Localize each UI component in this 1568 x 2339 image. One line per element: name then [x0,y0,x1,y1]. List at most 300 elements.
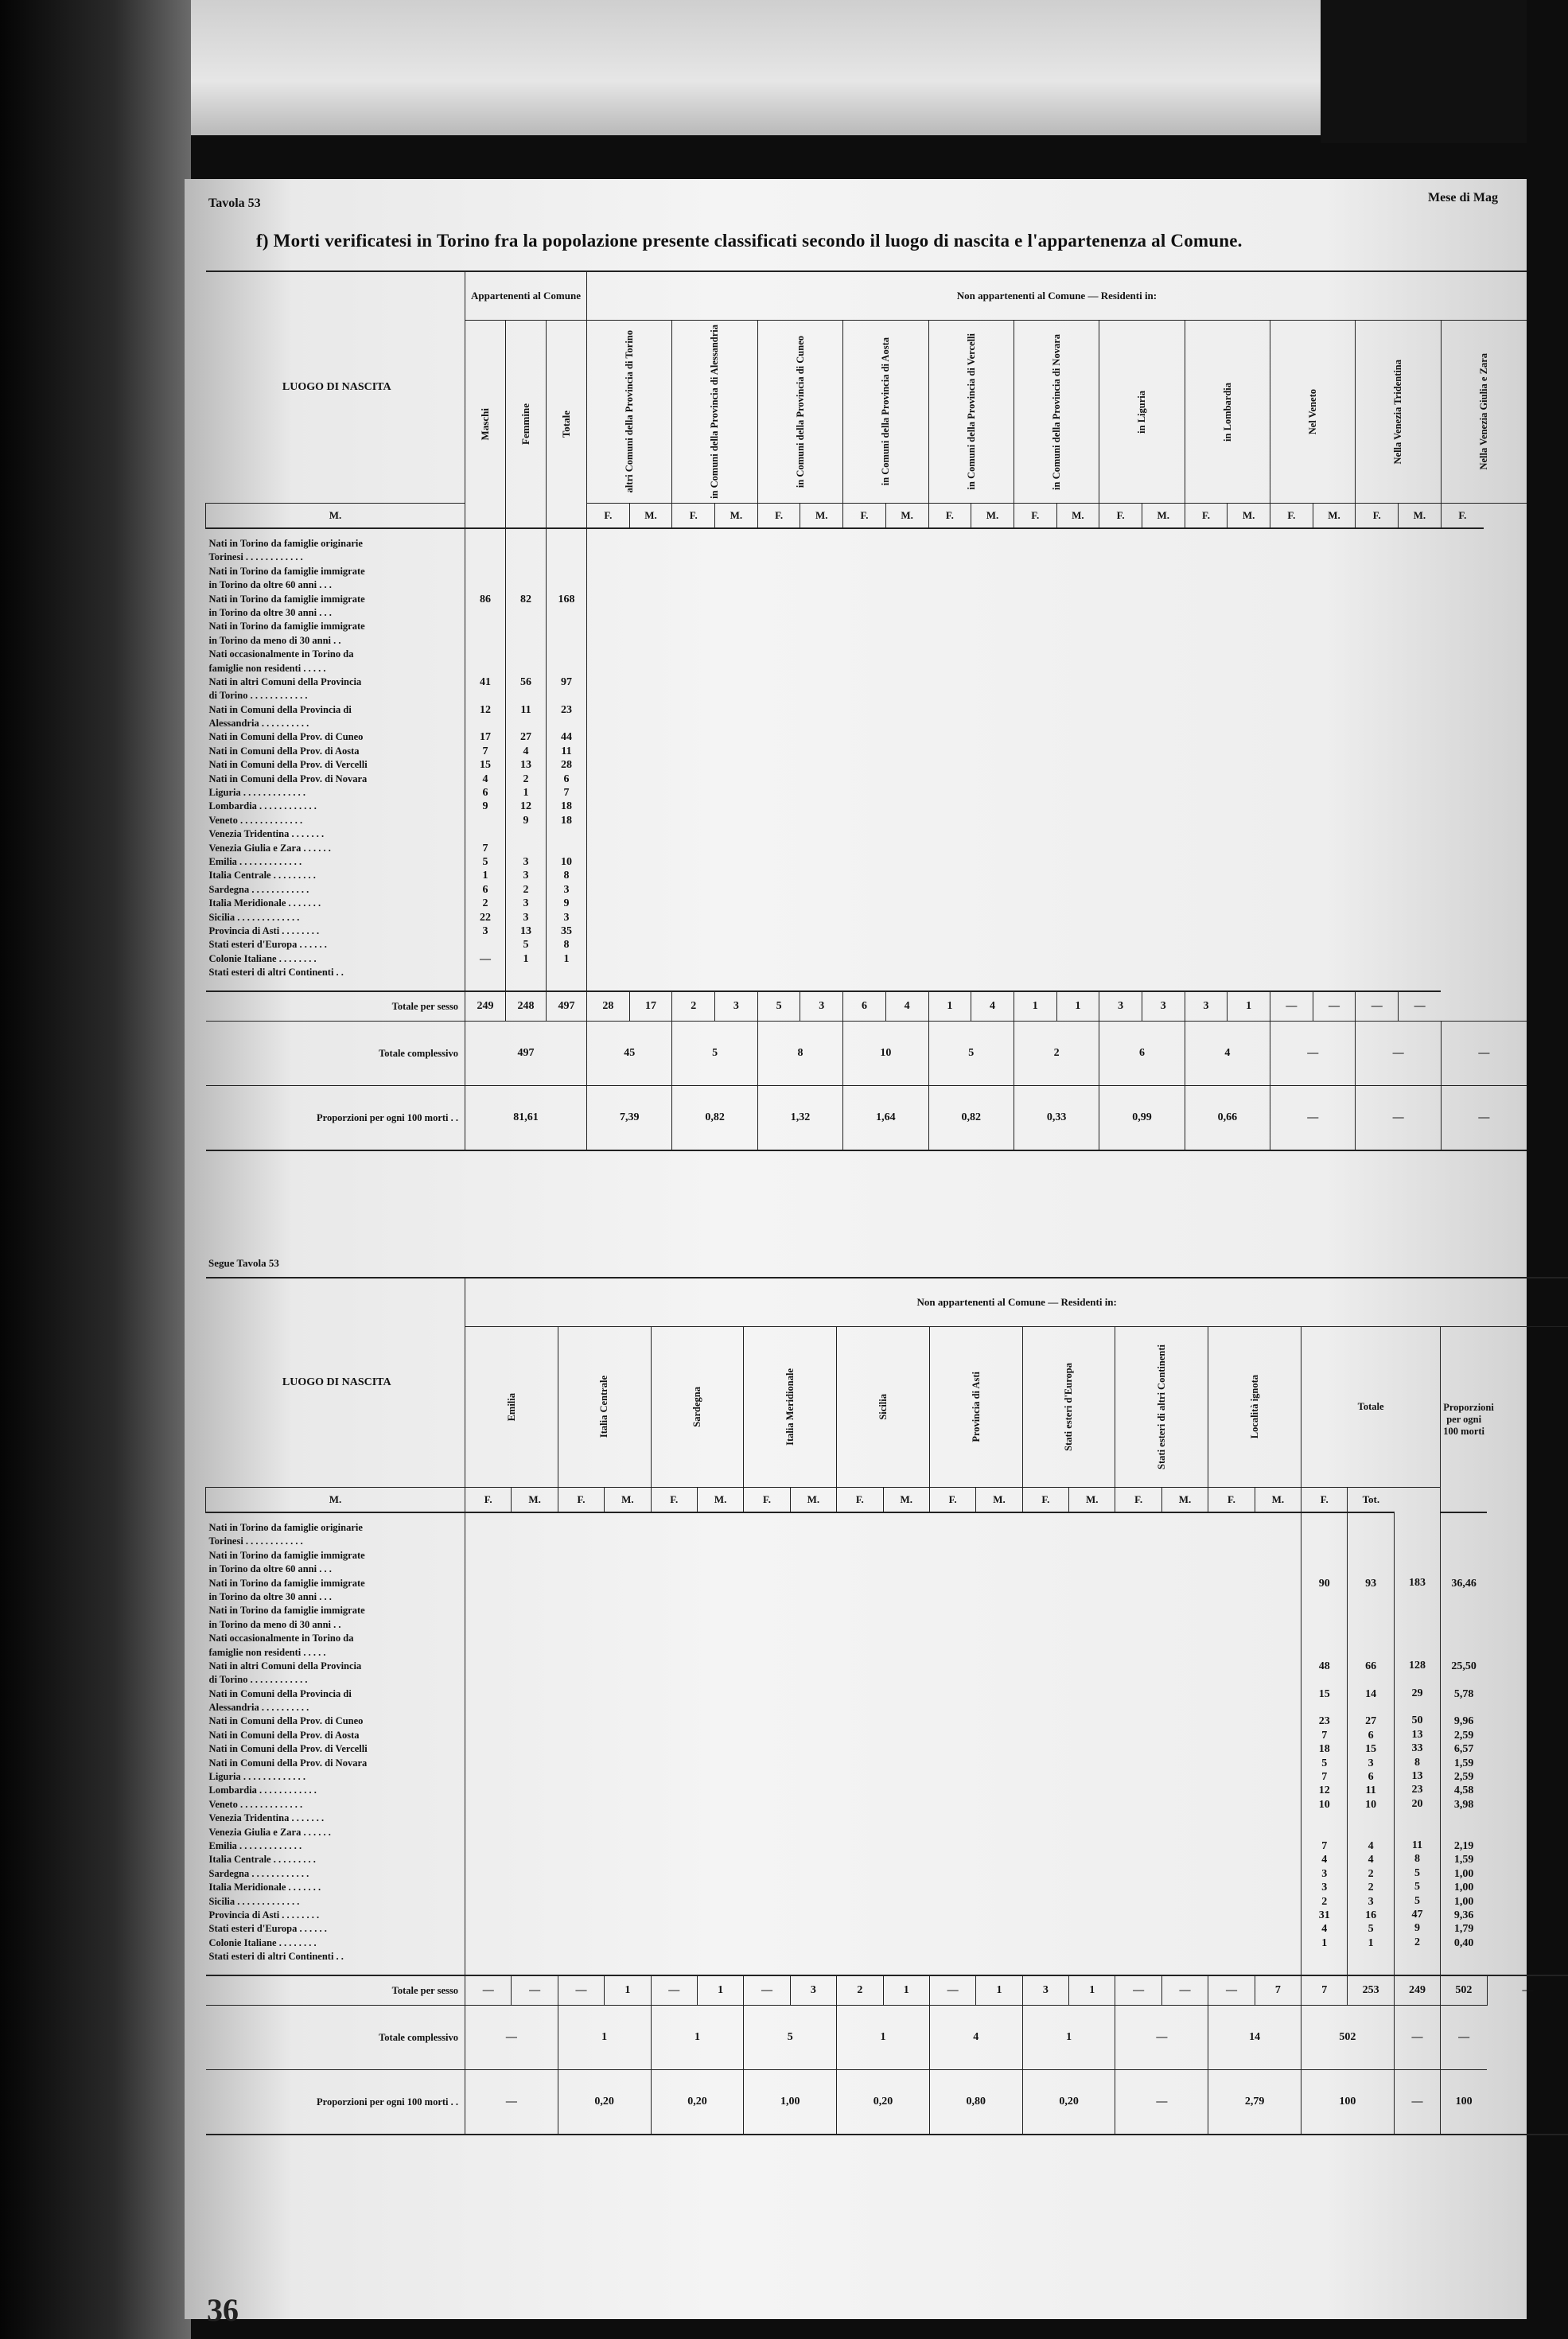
column-header: Sardegna [691,1387,703,1427]
summary-cell: 100 [1301,2070,1395,2135]
summary-cell: 81,61 [465,1086,587,1151]
value-cell: 47 [1411,1908,1423,1921]
value-cell [1441,1673,1487,1687]
total-cell: 1 [1069,1975,1115,2006]
total-cell: 1 [605,1975,651,2006]
value-cell [547,537,586,551]
value-cell: 11 [1411,1839,1423,1851]
value-cell: 4 [1368,1854,1374,1866]
value-cell: 1,00 [1453,1882,1474,1894]
table-number: Tavola 53 [208,197,261,210]
sex-subheader: M. [715,504,758,529]
total-cell: 3 [1022,1975,1068,2006]
sex-subheader: M. [206,504,465,529]
summary-cell: 1,32 [757,1086,842,1151]
value-cell: 2,59 [1453,1771,1474,1784]
month-label: Mese di Mag [1428,191,1498,204]
total-cell: — [929,1975,975,2006]
row-label: Venezia Tridentina . . . . . . . [208,1812,325,1824]
sex-subheader: M. [790,1488,836,1513]
row-label: Italia Meridionale . . . . . . . [208,1882,321,1893]
value-cell: 9,36 [1453,1909,1474,1921]
value-cell [1395,1617,1440,1631]
summary-cell: 6 [1099,1022,1185,1086]
value-cell: 2 [523,773,529,785]
value-cell: 1,59 [1453,1854,1474,1866]
value-cell: 6 [482,787,488,800]
value-cell: 8 [563,939,570,952]
label-column-title-2: LUOGO DI NASCITA [282,1376,391,1388]
value-cell [547,606,586,620]
value-cell: 3 [523,855,529,868]
sex-subheader: M. [885,504,928,529]
summary-cell: — [1270,1022,1356,1086]
value-cell: 22 [480,911,491,924]
row-label: Venezia Tridentina . . . . . . . [208,828,325,840]
row-label: Provincia di Asti . . . . . . . . [208,924,320,936]
value-cell [465,814,505,827]
value-cell [1395,1562,1440,1575]
value-cell: 1 [1368,1936,1374,1949]
value-cell: 3 [523,870,529,882]
total-tot-values [1394,1512,1440,1975]
value-cell: 8 [563,870,570,882]
summary-cell: 0,82 [672,1086,757,1151]
column-header: Provincia di Asti [970,1372,982,1442]
value-cell: 36,46 [1451,1577,1477,1590]
value-cell: 23 [1411,1784,1423,1796]
total-cell: — [1115,1975,1161,2006]
row-label: Emilia . . . . . . . . . . . . . [208,1839,302,1851]
value-cell [465,827,505,841]
total-cell: — [744,1975,790,2006]
total-cell: 1 [697,1975,743,2006]
summary-cell: 0,20 [651,2070,744,2135]
value-cell: 11 [561,745,572,757]
value-cell [506,827,546,841]
value-cell [1395,1949,1440,1963]
value-cell: 1 [1321,1936,1328,1949]
sex-subheader: F. [558,1488,604,1513]
value-cell: 183 [1409,1576,1426,1589]
value-cell [506,842,546,855]
value-cell: 7 [482,842,488,854]
total-cell: — [1313,991,1356,1022]
column-header: Proporzioni per ogni 100 morti [1443,1401,1494,1437]
value-cell [547,662,586,675]
row-label: Italia Meridionale . . . . . . . [208,897,321,909]
value-cell: 23 [1318,1715,1330,1728]
sex-subheader: F. [744,1488,790,1513]
total-cell: 28 [587,991,630,1022]
value-cell: 2,19 [1453,1839,1474,1852]
value-cell [465,648,505,661]
total-cell: 6 [843,991,886,1022]
value-cell [1395,1825,1440,1839]
value-cell: 44 [561,731,572,744]
value-cell: 93 [1365,1577,1377,1590]
value-cell: 7 [1321,1839,1328,1852]
column-header: Stati esteri di altri Continenti [1156,1345,1168,1469]
row-label: Lombardia . . . . . . . . . . . . [208,800,317,812]
summary-cell: 14 [1208,2006,1301,2070]
value-cell [1348,1563,1393,1576]
summary-cell: 1 [558,2006,651,2070]
value-cell: 23 [561,703,572,716]
value-cell: 0,40 [1453,1936,1474,1949]
value-cell: 2,59 [1453,1729,1474,1742]
row-label: Liguria . . . . . . . . . . . . . [208,787,306,799]
value-cell [1441,1632,1487,1645]
row-label: Nati in Torino da famiglie originarie [208,1522,363,1533]
value-cell: 50 [1411,1714,1423,1727]
value-cell [1395,1520,1440,1534]
value-cell: 12 [480,703,491,716]
total-cell: — [1356,991,1399,1022]
value-cell: 10 [1318,1798,1330,1811]
row-label: Stati esteri di altri Continenti . . [208,967,344,979]
sex-subheader: F. [929,1488,975,1513]
summary-cell: 0,33 [1014,1086,1099,1151]
summary-cell: 0,20 [837,2070,930,2135]
value-cell [547,634,586,648]
value-cell: 1,59 [1453,1757,1474,1769]
value-cell: 33 [1411,1742,1423,1755]
value-cell [465,966,505,979]
value-cell [465,606,505,620]
total-cell: 4 [971,991,1014,1022]
summary-cell: — [465,2006,558,2070]
value-cell [547,551,586,564]
row-label: Nati in Torino da famiglie immigrate [208,621,365,632]
row-label: Sardegna . . . . . . . . . . . . [208,883,309,895]
page-number: 36 [207,2292,239,2328]
row-label: Nati in Comuni della Provincia di [208,1687,352,1699]
total-cell: 3 [1142,991,1185,1022]
value-cell: 5 [1414,1866,1420,1879]
sex-subheader: M. [971,504,1014,529]
value-cell: 18 [1318,1743,1330,1756]
total-cell: 497 [547,991,587,1022]
value-cell [1441,1590,1487,1604]
value-cell [506,689,546,702]
total-cell: 3 [715,991,758,1022]
value-cell: 5 [1414,1881,1420,1893]
value-cell [547,565,586,578]
value-cell: 35 [561,924,572,937]
value-cell: 12 [1318,1784,1330,1797]
value-cell: 4 [1368,1839,1374,1852]
value-cell: 2 [1321,1895,1328,1908]
value-cell: 13 [520,924,531,937]
sex-subheader: M. [629,504,672,529]
section-2-header: Segue Tavola 53 [208,1257,279,1269]
total-cell: 1 [1014,991,1056,1022]
sex-subheader: F. [843,504,886,529]
value-cell [1301,1618,1347,1632]
total-cell: 17 [629,991,672,1022]
row-label: Stati esteri d'Europa . . . . . . [208,1923,327,1935]
row-label: Nati in Comuni della Prov. di Aosta [208,745,360,757]
sex-subheader: F. [465,1488,512,1513]
value-cell: 17 [480,731,491,744]
summary-cell: 0,82 [928,1086,1014,1151]
summary-cell: — [1356,1086,1441,1151]
value-cell: 6 [1368,1729,1374,1742]
value-cell: 12 [520,800,531,813]
total-cell: 2 [837,1975,883,2006]
app-column-header: Maschi [478,407,491,441]
value-cell [1441,1950,1487,1963]
value-cell: 11 [520,703,531,716]
value-cell [1301,1521,1347,1535]
sex-subheader: F. [672,504,715,529]
value-cell: 9 [563,897,570,910]
sex-subheader: M. [1161,1488,1208,1513]
value-cell [1441,1604,1487,1617]
value-cell: 86 [480,593,491,605]
table-section-1 [205,270,1527,1151]
value-cell [1301,1535,1347,1548]
sex-subheader: F. [1014,504,1056,529]
row-label: Nati in Torino da famiglie immigrate [208,565,365,577]
value-cell [1348,1701,1393,1714]
summary-row-label: Totale complessivo [206,1022,465,1086]
non-column-header: Nella Venezia Tridentina [1392,359,1404,465]
non-column-header: altri Comuni della Provincia di Torino [624,330,636,493]
summary-row-label: Proporzioni per ogni 100 morti . . [206,2070,465,2135]
total-cell: — [512,1975,558,2006]
total-cell: 2 [672,991,715,1022]
summary-cell: 1 [837,2006,930,2070]
value-cell: 128 [1409,1659,1426,1672]
value-cell [1301,1646,1347,1660]
value-cell: 1 [563,952,570,965]
value-cell [1348,1812,1393,1825]
value-cell: 3 [1368,1895,1374,1908]
value-cell: 27 [520,731,531,744]
summary-cell: 502 [1301,2006,1395,2070]
value-cell: 3 [1321,1867,1328,1880]
summary-cell: 0,20 [558,2070,651,2135]
value-cell [1395,1534,1440,1547]
sex-subheader: F. [1208,1488,1255,1513]
value-cell [465,578,505,592]
total-cell: — [1487,1975,1568,2006]
summary-cell: 1 [651,2006,744,2070]
value-cell [1348,1521,1393,1535]
summary-cell: — [1394,2006,1440,2070]
summary-cell: 2 [1014,1022,1099,1086]
sex-subheader: M. [1313,504,1356,529]
value-cell [1395,1590,1440,1603]
row-label: Sicilia . . . . . . . . . . . . . [208,911,300,923]
summary-cell: 1 [1022,2006,1115,2070]
value-cell: 3 [523,897,529,910]
column-header: Emilia [505,1392,517,1422]
row-label: Nati in Torino da famiglie immigrate [208,593,365,605]
value-cell: 10 [561,855,572,868]
sex-subheader: F. [1356,504,1399,529]
sex-subheader: F. [837,1488,883,1513]
value-cell [1348,1549,1393,1563]
total-cell: — [1161,1975,1208,2006]
value-cell [1441,1521,1487,1535]
value-cell [1348,1950,1393,1963]
value-cell: 27 [1365,1715,1377,1728]
value-cell: 1 [523,952,529,965]
total-cell: 3 [800,991,843,1022]
value-cell [1395,1811,1440,1824]
value-cell [1441,1549,1487,1563]
value-cell [506,966,546,979]
value-cell [1348,1632,1393,1645]
value-cell [547,578,586,592]
summary-cell: 1,64 [843,1086,928,1151]
value-cell: 7 [1321,1729,1328,1742]
column-header: Località ignota [1248,1375,1260,1439]
summary-row-label: Totale complessivo [206,2006,465,2070]
value-cell: 9 [482,800,488,813]
value-cell: 5 [1321,1757,1328,1769]
row-label: Colonie Italiane . . . . . . . . [208,1936,317,1948]
value-cell: 1 [523,787,529,800]
value-cell [465,689,505,702]
summary-cell: — [1270,1086,1356,1151]
summary-cell: 0,99 [1099,1086,1185,1151]
value-cell [1441,1618,1487,1632]
summary-cell: 2,79 [1208,2070,1301,2135]
total-cell: 3 [790,1975,836,2006]
value-cell: 8 [1414,1756,1420,1769]
sex-subheader: M. [883,1488,929,1513]
sex-subheader: M. [697,1488,743,1513]
sex-subheader: F. [1185,504,1228,529]
value-cell: 13 [1411,1728,1423,1741]
row-label: Nati in Comuni della Prov. di Novara [208,1757,368,1769]
value-cell [1301,1826,1347,1839]
value-cell [465,938,505,952]
value-cell: 7 [563,787,570,800]
sex-subheader: F. [757,504,800,529]
row-label: Italia Centrale . . . . . . . . . [208,1854,316,1866]
non-column-header: in Comuni della Provincia di Vercelli [965,333,977,490]
scan-left-shadow [0,0,191,2339]
value-cell: 3 [1368,1757,1374,1769]
value-cell: 56 [520,675,531,688]
value-cell [506,620,546,633]
value-cell: 5 [1368,1923,1374,1936]
value-cell: 2 [482,897,488,910]
value-cell [506,565,546,578]
label-column-header [206,271,465,504]
group-non-appartenenti-2: Non appartenenti al Comune — Residenti in: [465,1278,1568,1327]
scan-top-shadow [1321,0,1527,143]
group-non-appartenenti: Non appartenenti al Comune — Residenti in: [587,271,1527,321]
value-cell [1348,1646,1393,1660]
sex-subheader: F. [651,1488,697,1513]
value-cell: 4,58 [1453,1784,1474,1797]
summary-cell: 7,39 [587,1086,672,1151]
value-cell: 15 [1318,1687,1330,1700]
app-femmine-values [506,528,547,991]
sex-subheader: F. [587,504,630,529]
column-header: Stati esteri d'Europa [1063,1363,1075,1451]
value-cell: 16 [1365,1909,1377,1921]
row-label: Nati in Comuni della Prov. di Vercelli [208,1743,368,1755]
value-cell [1395,1700,1440,1714]
sex-subheader: Tot. [1348,1488,1394,1513]
value-cell [1348,1826,1393,1839]
row-label: Torinesi . . . . . . . . . . . . [208,551,303,563]
column-header: Italia Meridionale [784,1368,796,1446]
value-cell [1441,1812,1487,1825]
value-cell: 20 [1411,1797,1423,1810]
value-cell: 4 [482,773,488,785]
summary-cell: 5 [744,2006,837,2070]
value-cell [1348,1604,1393,1617]
value-cell [547,689,586,702]
value-cell: 5 [482,855,488,868]
row-label: famiglie non residenti . . . . . [208,1646,326,1658]
sex-subheader: F. [1270,504,1313,529]
summary-cell: 1,00 [744,2070,837,2135]
summary-cell: 45 [587,1022,672,1086]
summary-cell: — [1394,2070,1440,2135]
total-cell: 3 [1099,991,1142,1022]
row-label: Venezia Giulia e Zara . . . . . . [208,842,331,854]
value-cell [547,827,586,841]
row-label: Torinesi . . . . . . . . . . . . [208,1535,303,1547]
sex-subheader: M. [512,1488,558,1513]
sex-subheader: F. [1022,1488,1068,1513]
value-cell: 28 [561,759,572,772]
value-cell [1301,1632,1347,1645]
value-cell [465,634,505,648]
value-cell [1301,1604,1347,1617]
value-cell: 3 [482,924,488,937]
value-cell: 15 [1365,1743,1377,1756]
sex-subheader: M. [1255,1488,1301,1513]
value-cell: 168 [558,593,575,605]
sex-subheader: M. [1069,1488,1115,1513]
non-column-header: Nella Venezia Giulia e Zara [1478,353,1490,470]
value-cell [465,662,505,675]
sex-subheader: F. [1301,1488,1348,1513]
value-cell: 14 [1365,1687,1377,1700]
total-f-values [1348,1512,1394,1975]
total-cell: 253 [1348,1975,1394,2006]
table-section-2 [205,1277,1568,2135]
value-cell [547,717,586,730]
value-cell [1395,1548,1440,1562]
value-cell [506,648,546,661]
total-per-sesso-label: Totale per sesso [206,991,465,1022]
summary-cell: — [1356,1022,1441,1086]
row-label: di Torino . . . . . . . . . . . . [208,690,308,702]
value-cell: 66 [1365,1660,1377,1672]
value-cell: 10 [1365,1798,1377,1811]
value-cell: 1,00 [1453,1895,1474,1908]
sex-subheader: M. [1056,504,1099,529]
row-label: Veneto . . . . . . . . . . . . . [208,814,303,826]
value-cell: 6 [482,883,488,896]
non-column-header: in Lombardia [1221,382,1233,442]
value-cell [547,966,586,979]
value-cell [1301,1812,1347,1825]
value-cell: 2 [1368,1867,1374,1880]
value-cell: 9 [1414,1922,1420,1935]
